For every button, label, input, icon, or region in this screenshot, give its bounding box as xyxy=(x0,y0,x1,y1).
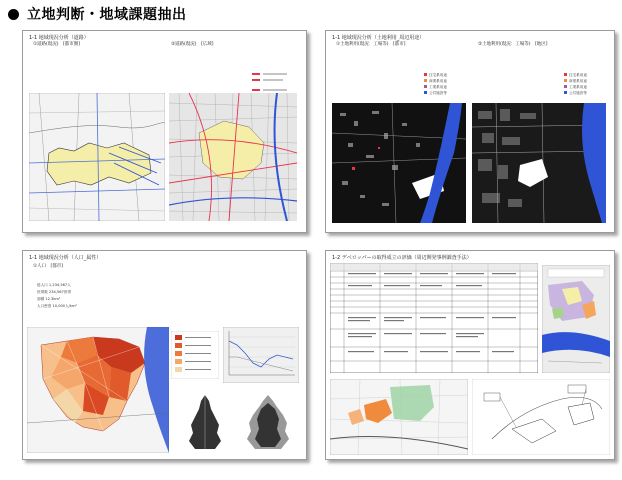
stat-line: 面積 12.3km² xyxy=(37,297,61,301)
site-aerial-plan xyxy=(330,379,468,455)
site-development-map xyxy=(542,265,610,373)
evaluation-table xyxy=(330,263,538,373)
slide-title: 1-2 デベロッパーの取得成立の評価（周辺開発事例調査手法） xyxy=(332,255,472,261)
map-legend xyxy=(251,71,291,101)
stat-line: 世帯数 234,567世帯 xyxy=(37,290,71,294)
slide-road-analysis[interactable] xyxy=(22,30,307,233)
slide-population-analysis[interactable] xyxy=(22,250,307,460)
regional-road-map xyxy=(29,93,165,221)
population-pyramid-right xyxy=(237,391,299,453)
population-legend xyxy=(171,331,219,379)
right-map-caption: ②道路(現況) [広域] xyxy=(171,42,214,47)
land-use-map-district xyxy=(472,103,606,223)
left-map-caption: ①土地利用(現況：工場等) [都市] xyxy=(336,42,406,47)
left-map-caption: ①道路(現況) [都市圏] xyxy=(33,42,81,47)
page-title: 立地判断・地域課題抽出 xyxy=(27,7,187,23)
page-header xyxy=(8,4,187,24)
population-caption: ①人口 [都市] xyxy=(33,264,64,269)
city-road-map xyxy=(169,93,297,221)
slide-developer-evaluation[interactable] xyxy=(325,250,615,460)
land-use-legend-right: 住宅系用途 商業系用途 工業系用途 公共施設等 xyxy=(564,73,610,97)
land-use-legend-left: 住宅系用途 商業系用途 工業系用途 公共施設等 xyxy=(424,73,470,97)
stat-line: 総人口 1,234,567人 xyxy=(37,283,71,287)
site-outline-plan xyxy=(472,379,610,455)
slide-land-use-analysis[interactable] xyxy=(325,30,615,233)
population-pyramid-left xyxy=(175,391,235,453)
population-trend-chart xyxy=(223,327,299,383)
slide-title: 1-1 地域現況分析（人口_属性） xyxy=(29,255,102,261)
land-use-map-city xyxy=(332,103,466,223)
slide-title: 1-1 地域現況分析（道路） xyxy=(29,35,89,41)
population-choropleth-map xyxy=(27,327,169,453)
right-map-caption: ②土地利用(現況：工場等) [地区] xyxy=(478,42,548,47)
slide-title: 1-1 地域現況分析（土地利用_周辺用途） xyxy=(332,35,425,41)
stat-line: 人口密度 10,000人/km² xyxy=(37,304,77,308)
bullet-icon xyxy=(8,9,19,20)
